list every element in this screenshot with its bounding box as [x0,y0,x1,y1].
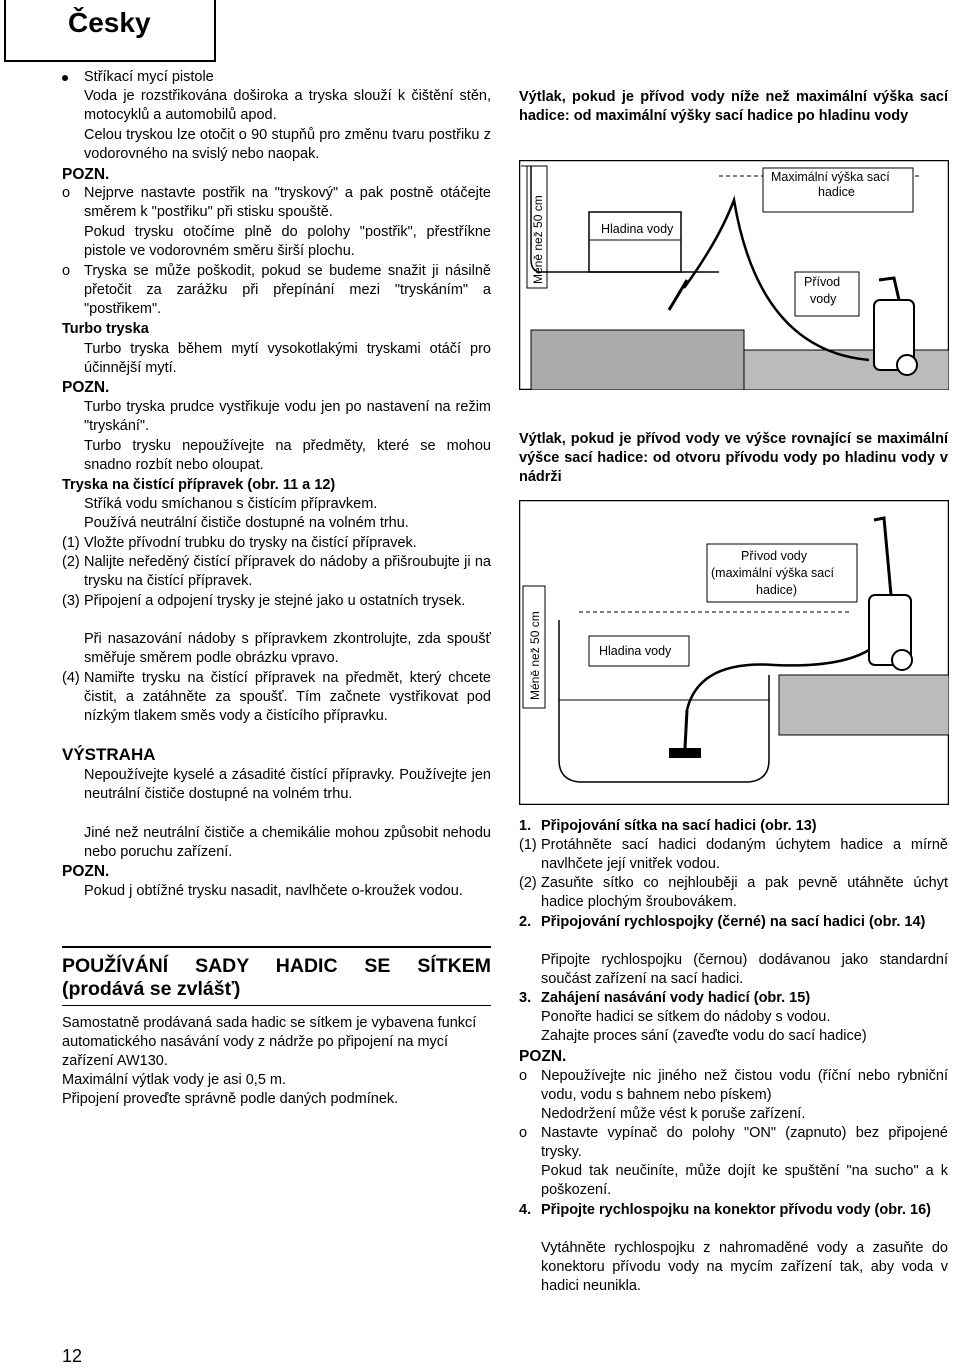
water-level-label: Hladina vody [601,222,674,236]
detergent-step-3b: Při nasazování nádoby s přípravkem zkontrolujte, zda spoušť směřuje směrem podle obrázku vpravo. [84,631,491,667]
section-rule-top [62,946,491,948]
bullet-icon [62,75,68,81]
figure-1-caption: Výtlak, pokud je přívod vody níže než maximální výška sací hadice: od maximální výšky sací hadice po hladinu vody [519,89,948,125]
step-2-title: Připojování rychlospojky (černé) na sací hadici (obr. 14) [541,914,926,930]
turbo-paragraph-3: Turbo trysku nepoužívejte na předměty, které se mohou snadno rozbít nebo oloupat. [84,438,491,474]
step-4-title: Připojte rychlospojku na konektor přívodu vody (obr. 16) [541,1202,931,1218]
warning-heading: VÝSTRAHA [62,745,156,764]
o-bullet-icon: o [519,1068,528,1084]
step-1a: Protáhněte sací hadici dodaným úchytem hadice a mírně navlhčete její vnitřek vodou. [541,837,948,873]
note-heading: POZN. [519,1048,567,1065]
language-label: Česky [68,7,151,38]
o-bullet-icon: o [62,263,71,279]
step-2-paragraph: Připojte rychlospojku (černou) dodávanou jako standardní součást zařízení na sací hadici. [541,952,948,988]
note-1b: Nedodržení může vést k poruše zařízení. [541,1106,806,1122]
step-number: (4) [62,670,80,686]
note-1: Nepoužívejte nic jiného než čistou vodu (říční nebo rybniční vodu, vodu s bahnem nebo pískem) [541,1068,948,1104]
section-rule-bottom [62,1005,491,1006]
water-level-label: Hladina vody [599,644,672,658]
spray-paragraph-1: Voda je rozstřikována doširoka a tryska slouží k čištění stěn, motocyklů a automobilů apod. [84,88,491,124]
detergent-step-4: Namiřte trysku na čistící přípravek na předmět, který chcete čistit, a zatáhněte za spoušť. Tím začnete vystřikovat pod nízkým tlakem směs vody a čistícího přípravku. [84,670,491,725]
detergent-paragraph-1: Stříká vodu smíchanou s čistícím přípravkem. [84,496,378,512]
warning-paragraph-1: Nepoužívejte kyselé a zásadité čistící přípravky. Používejte jen neutrální čističe dostupné na volném trhu. [84,767,491,803]
detergent-title: Tryska na čistící přípravek (obr. 11 a 12) [62,477,336,493]
detergent-step-2: Nalijte neředěný čistící přípravek do nádoby a přišroubujte ji na trysku na čistící přípravek. [84,554,491,590]
step-number: 2. [519,914,532,930]
step-3-title: Zahájení nasávání vody hadicí (obr. 15) [541,990,811,1006]
page-number: 12 [62,1346,83,1366]
note-2: Nastavte vypínač do polohy "ON" (zapnuto) bez připojené trysky. [541,1125,948,1161]
note-heading: POZN. [62,166,110,183]
inlet-label-2: vody [810,292,837,306]
o-bullet-icon: o [519,1125,528,1141]
figure-1-diagram [519,160,949,390]
step-1-title: Připojování sítka na sací hadici (obr. 13) [541,818,817,834]
inlet-label-3: hadice) [756,583,797,597]
step-number: (1) [519,837,537,853]
note-paragraph: Pokud j obtížné trysku nasadit, navlhčete o-kroužek vodou. [84,883,463,899]
note-2b: Pokud tak neučiníte, může dojít ke spuštění "na sucho" a k poškození. [541,1163,948,1199]
note-heading: POZN. [62,863,110,880]
spray-title: Stříkací mycí pistole [84,69,214,85]
step-number: (2) [519,875,537,891]
note-heading: POZN. [62,379,110,396]
height-label: Méně než 50 cm [528,611,542,700]
section-paragraph-2: Maximální výtlak vody je asi 0,5 m. [62,1072,287,1088]
detergent-step-1: Vložte přívodní trubku do trysky na čistící přípravek. [84,535,417,551]
step-number: (3) [62,593,80,609]
spray-note-1b: Pokud trysku otočíme plně do polohy "postřik", přestříkne pistole ve vodorovném směru širší plochu. [84,224,491,260]
step-1b: Zasuňte sítko co nejhlouběji a pak pevně utáhněte úchyt hadice plochým šroubovákem. [541,875,948,911]
spray-note-2: Tryska se může poškodit, pokud se budeme snažit ji násilně přetočit za zarážku při přepínání mezi "tryskáním" a "postřikem". [84,263,491,318]
turbo-paragraph-2: Turbo tryska prudce vystřikuje vodu jen po nastavení na režim "tryskání". [84,399,491,435]
turbo-title: Turbo tryska [62,321,149,337]
spray-note-1a: Nejprve nastavte postřik na "tryskový" a pak postně otáčejte směrem k "postřiku" při stisku spouště. [84,185,491,221]
step-3-paragraph-2: Zahajte proces sání (zaveďte vodu do sací hadice) [541,1028,867,1044]
step-number: 3. [519,990,532,1006]
step-number: (2) [62,554,80,570]
step-3-paragraph-1: Ponořte hadici se sítkem do nádoby s vodou. [541,1009,831,1025]
section-paragraph-3: Připojení proveďte správně podle daných podmínek. [62,1091,399,1107]
max-height-label-2: hadice [818,185,855,199]
o-bullet-icon: o [62,185,71,201]
step-number: 1. [519,818,532,834]
figure-2-caption: Výtlak, pokud je přívod vody ve výšce rovnající se maximální výšce sací hadice: od otvoru přívodu vody po hladinu vody v nádrži [519,431,948,486]
inlet-label-1: Přívod vody [741,549,808,563]
detergent-paragraph-2: Používá neutrální čističe dostupné na volném trhu. [84,515,409,531]
turbo-paragraph-1: Turbo tryska během mytí vysokotlakými tryskami otáčí pro účinnější mytí. [84,341,491,377]
spray-paragraph-2: Celou tryskou lze otočit o 90 stupňů pro změnu tvaru postřiku z vodorovného na svislý nebo naopak. [84,127,491,163]
figure-2-diagram [519,500,949,805]
inlet-label-2: (maximální výška sací [711,566,834,580]
section-paragraph-1: Samostatně prodávaná sada hadic se sítkem je vybavena funkcí automatického nasávání vody z nádrže po připojení na mycí zařízení AW130. [62,1015,477,1070]
step-number: (1) [62,535,80,551]
detergent-step-3: Připojení a odpojení trysky je stejné jako u ostatních trysek. [84,593,466,609]
warning-paragraph-2: Jiné než neutrální čističe a chemikálie mohou způsobit nehodu nebo poruchu zařízení. [84,825,491,861]
language-tab [4,0,216,62]
section-heading: POUŽÍVÁNÍ SADY HADIC SE SÍTKEM (prodává se zvlášť) [62,955,491,1000]
step-4-paragraph: Vytáhněte rychlospojku z nahromaděné vody a zasuňte do konektoru přívodu vody na mycím zařízení tak, aby voda v hadici neunikla. [541,1240,948,1295]
max-height-label-1: Maximální výška sací [771,170,890,184]
height-label: Méně než 50 cm [531,195,545,284]
step-number: 4. [519,1202,532,1218]
inlet-label-1: Přívod [804,275,841,289]
